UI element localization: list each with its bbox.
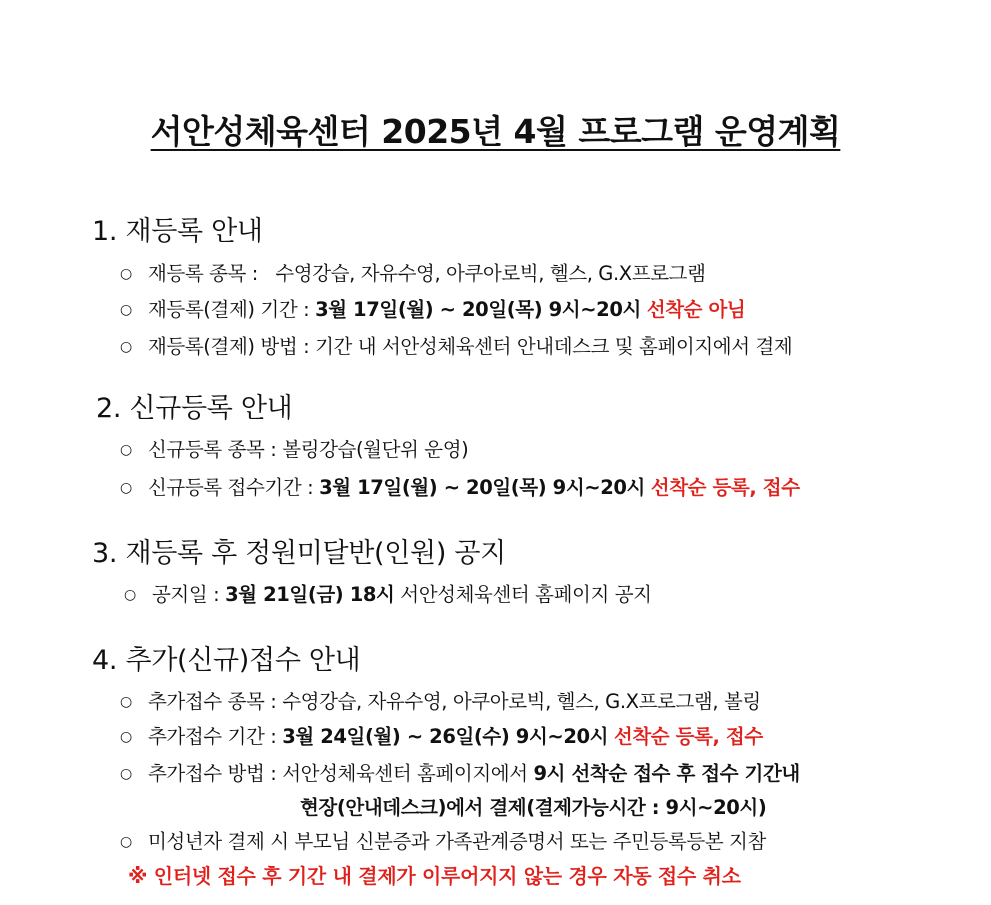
bullet-icon: ○ (120, 766, 132, 782)
list-item: ○ 추가접수 종목 : 수영강습, 자유수영, 아쿠아로빅, 헬스, G.X프로그램, 볼링 (120, 690, 761, 713)
list-item: ○ 공지일 : 3월 21일(금) 18시 서안성체육센터 홈페이지 공지 (124, 583, 652, 606)
bullet-icon: ○ (120, 442, 132, 458)
section-4-heading: 4. 추가(신규)접수 안내 (92, 645, 361, 676)
list-item-continuation: 현장(안내데스크)에서 결제(결제가능시간 : 9시~20시) (300, 796, 767, 819)
section-3-heading: 3. 재등록 후 정원미달반(인원) 공지 (92, 538, 506, 569)
bullet-icon: ○ (120, 339, 132, 355)
list-item: ○ 재등록 종목 : 수영강습, 자유수영, 아쿠아로빅, 헬스, G.X프로그램 (120, 262, 706, 285)
bullet-icon: ○ (124, 587, 136, 603)
list-item: ○ 추가접수 방법 : 서안성체육센터 홈페이지에서 9시 선착순 접수 후 접수 기간내 (120, 762, 800, 785)
cancellation-notice: ※ 인터넷 접수 후 기간 내 결제가 이루어지지 않는 경우 자동 접수 취소 (128, 864, 741, 888)
bullet-icon: ○ (120, 480, 132, 496)
section-1-heading: 1. 재등록 안내 (92, 216, 263, 247)
section-2-heading: 2. 신규등록 안내 (96, 393, 293, 424)
list-item: ○ 신규등록 접수기간 : 3월 17일(월) ~ 20일(목) 9시~20시 선착순 등록, 접수 (120, 476, 800, 499)
page-title: 서안성체육센터 2025년 4월 프로그램 운영계획 (150, 112, 841, 151)
list-item: ○ 재등록(결제) 기간 : 3월 17일(월) ~ 20일(목) 9시~20시 선착순 아님 (120, 298, 746, 321)
bullet-icon: ○ (120, 266, 132, 282)
list-item: ○ 신규등록 종목 : 볼링강습(월단위 운영) (120, 438, 469, 461)
bullet-icon: ○ (120, 729, 132, 745)
bullet-icon: ○ (120, 694, 132, 710)
list-item: ○ 추가접수 기간 : 3월 24일(월) ~ 26일(수) 9시~20시 선착순 등록, 접수 (120, 725, 763, 748)
list-item: ○ 미성년자 결제 시 부모님 신분증과 가족관계증명서 또는 주민등록등본 지참 (120, 830, 766, 853)
bullet-icon: ○ (120, 302, 132, 318)
bullet-icon: ○ (120, 834, 132, 850)
list-item: ○ 재등록(결제) 방법 : 기간 내 서안성체육센터 안내데스크 및 홈페이지에서 결제 (120, 335, 793, 358)
